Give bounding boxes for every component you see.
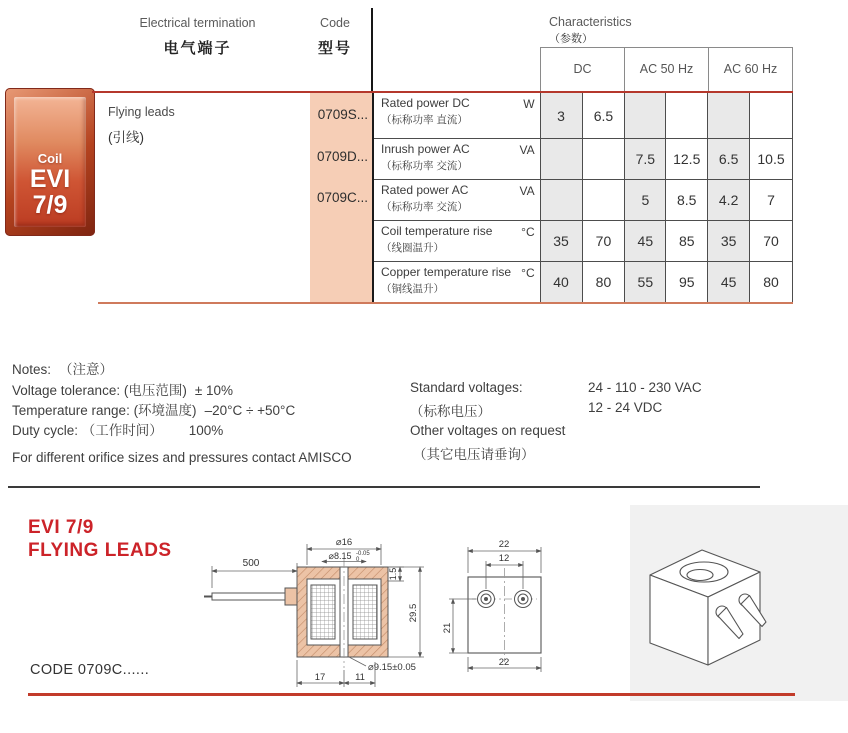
row-label-cell bbox=[374, 93, 541, 138]
row-unit: °C bbox=[521, 266, 535, 280]
other-voltages-label-en: Other voltages on request bbox=[410, 423, 566, 438]
note-voltage-tolerance bbox=[12, 379, 233, 399]
badge-line-size: 7/9 bbox=[32, 191, 68, 219]
drawing-title-series: EVI 7/9 bbox=[28, 517, 94, 538]
lead-wire bbox=[212, 593, 285, 600]
coil-section-view bbox=[297, 558, 388, 668]
value-cell: 40 bbox=[541, 262, 583, 302]
value-cell bbox=[750, 93, 793, 138]
row-label-en: Rated power AC bbox=[381, 183, 469, 197]
value-cell: 3 bbox=[541, 93, 583, 138]
notes-title bbox=[12, 358, 113, 378]
value-cell: 80 bbox=[750, 262, 793, 302]
dim-h295: 29.5 bbox=[408, 603, 419, 623]
note-value: 100% bbox=[188, 423, 224, 438]
winding-right bbox=[353, 585, 377, 639]
standard-voltages-label-en: Standard voltages: bbox=[410, 380, 523, 395]
dim-d16: ⌀16 bbox=[335, 537, 353, 548]
code-value: 0709C... bbox=[316, 190, 368, 205]
column-header-ac50: AC 50 Hz bbox=[625, 48, 709, 92]
badge-line-coil: Coil bbox=[37, 151, 63, 166]
value-cell: 45 bbox=[708, 262, 750, 302]
value-cell bbox=[666, 93, 708, 138]
coil-series-badge-face bbox=[14, 97, 86, 227]
badge-line-series: EVI bbox=[29, 165, 71, 193]
value-cell: 7.5 bbox=[625, 139, 666, 179]
characteristics-header-zh: （参数） bbox=[549, 33, 593, 45]
table-row bbox=[374, 139, 793, 180]
row-label-cell bbox=[374, 180, 541, 220]
dim-h15: 1.5 bbox=[388, 567, 398, 581]
dim-d815: ⌀8.15 bbox=[328, 551, 352, 561]
row-label-cell bbox=[374, 139, 541, 179]
dim-front-bottom: 22 bbox=[498, 657, 510, 668]
note-value: –20°C ÷ +50°C bbox=[204, 403, 296, 418]
row-label-en: Inrush power AC bbox=[381, 142, 470, 156]
value-cell: 7 bbox=[750, 180, 793, 220]
value-cell: 10.5 bbox=[750, 139, 793, 179]
dim-d815-tol-lo: 0 bbox=[356, 557, 360, 563]
value-cell: 85 bbox=[666, 221, 708, 261]
value-cell: 12.5 bbox=[666, 139, 708, 179]
termination-en: Flying leads bbox=[108, 105, 175, 119]
lead-hole-right bbox=[515, 591, 532, 608]
value-cell: 70 bbox=[583, 221, 626, 261]
value-cell: 6.5 bbox=[583, 93, 626, 138]
value-cell bbox=[541, 139, 583, 179]
orifice-contact-note: For different orifice sizes and pressures contact AMISCO bbox=[12, 450, 352, 465]
table-row bbox=[374, 221, 793, 262]
characteristics-table bbox=[372, 93, 793, 302]
other-voltages-label-zh: （其它电压请垂询） bbox=[413, 447, 535, 462]
value-cell: 4.2 bbox=[708, 180, 750, 220]
characteristics-header bbox=[549, 15, 632, 46]
notes-title-en: Notes: bbox=[12, 362, 52, 377]
code-value: 0709S... bbox=[317, 107, 368, 122]
dim-front-inner: 12 bbox=[498, 553, 510, 564]
table-row bbox=[374, 180, 793, 221]
column-header-ac60: AC 60 Hz bbox=[709, 48, 793, 92]
note-label: Voltage tolerance: (电压范围) bbox=[12, 383, 187, 398]
row-unit: °C bbox=[521, 225, 535, 239]
characteristics-header-en: Characteristics bbox=[549, 15, 632, 29]
dim-front-top: 22 bbox=[498, 539, 510, 550]
termination-header-zh: 电气端子 bbox=[163, 40, 232, 57]
termination-column-header bbox=[100, 16, 295, 58]
coil-3d-render bbox=[630, 505, 848, 701]
value-cell bbox=[708, 93, 750, 138]
top-hole-inner bbox=[687, 570, 713, 581]
winding-left bbox=[311, 585, 335, 639]
note-label: Duty cycle: （工作时间） bbox=[12, 423, 163, 438]
dim-front-side: 21 bbox=[442, 622, 453, 634]
value-cell: 35 bbox=[541, 221, 583, 261]
note-temperature-range bbox=[12, 399, 295, 419]
dim-w17: 17 bbox=[314, 672, 326, 683]
row-label-en: Coil temperature rise bbox=[381, 224, 493, 238]
value-cell: 6.5 bbox=[708, 139, 750, 179]
coil-front-view bbox=[468, 568, 541, 662]
table-row bbox=[374, 93, 793, 139]
dim-d915-leader bbox=[349, 657, 366, 666]
header-divider-line bbox=[371, 8, 373, 92]
row-label-zh: （标称功率 交流） bbox=[381, 201, 468, 213]
standard-voltages-vdc: 12 - 24 VDC bbox=[588, 400, 663, 415]
value-cell: 45 bbox=[625, 221, 666, 261]
row-label-zh: （铜线温升） bbox=[381, 283, 444, 295]
section-divider-line bbox=[8, 486, 760, 488]
code-column-header bbox=[303, 16, 367, 58]
row-unit: VA bbox=[519, 184, 535, 198]
standard-voltages-label-zh: （标称电压） bbox=[410, 404, 491, 419]
dim-lead-length: 500 bbox=[242, 558, 260, 569]
dim-d815-tol-hi: -0.05 bbox=[356, 551, 370, 557]
note-label: Temperature range: (环境温度) bbox=[12, 403, 197, 418]
dim-w11: 11 bbox=[355, 672, 365, 683]
value-cell: 70 bbox=[750, 221, 793, 261]
value-cell bbox=[583, 139, 626, 179]
row-label-en: Rated power DC bbox=[381, 96, 470, 110]
termination-zh: (引线) bbox=[108, 130, 144, 145]
termination-header-en: Electrical termination bbox=[139, 16, 256, 30]
row-label-en: Copper temperature rise bbox=[381, 265, 512, 279]
value-cell: 95 bbox=[666, 262, 708, 302]
dim-d915: ⌀9.15±0.05 bbox=[368, 662, 416, 673]
code-header-en: Code bbox=[320, 16, 350, 30]
row-unit: VA bbox=[519, 143, 535, 157]
note-value: ± 10% bbox=[194, 383, 234, 398]
value-cell: 55 bbox=[625, 262, 666, 302]
code-value: 0709D... bbox=[316, 149, 368, 164]
drawing-title-type: FLYING LEADS bbox=[28, 540, 172, 561]
value-cell: 5 bbox=[625, 180, 666, 220]
table-row bbox=[374, 262, 793, 302]
lead-connector bbox=[285, 588, 297, 605]
notes-title-zh: （注意） bbox=[59, 362, 114, 377]
value-cell: 8.5 bbox=[666, 180, 708, 220]
code-header-zh: 型号 bbox=[317, 40, 352, 57]
coil-series-badge bbox=[5, 88, 95, 236]
supply-column-headers bbox=[540, 47, 793, 92]
termination-cell bbox=[108, 105, 175, 146]
value-cell bbox=[583, 180, 626, 220]
value-cell bbox=[625, 93, 666, 138]
row-unit: W bbox=[523, 97, 535, 111]
drawing-code-caption: CODE 0709C...... bbox=[30, 662, 150, 678]
code-column bbox=[310, 93, 372, 302]
value-cell: 80 bbox=[583, 262, 626, 302]
row-label-cell bbox=[374, 262, 541, 302]
row-label-zh: （线圈温升） bbox=[381, 242, 444, 254]
page-bottom-rule bbox=[28, 693, 795, 696]
note-duty-cycle bbox=[12, 419, 223, 439]
column-header-dc: DC bbox=[540, 48, 625, 92]
value-cell bbox=[541, 180, 583, 220]
row-label-zh: （标称功率 直流） bbox=[381, 114, 468, 126]
row-label-cell bbox=[374, 221, 541, 261]
table-bottom-rule bbox=[98, 302, 793, 304]
row-label-zh: （标称功率 交流） bbox=[381, 160, 468, 172]
standard-voltages-vac: 24 - 110 - 230 VAC bbox=[588, 380, 702, 395]
lead-hole-left bbox=[478, 591, 495, 608]
value-cell: 35 bbox=[708, 221, 750, 261]
technical-drawing bbox=[185, 505, 630, 705]
